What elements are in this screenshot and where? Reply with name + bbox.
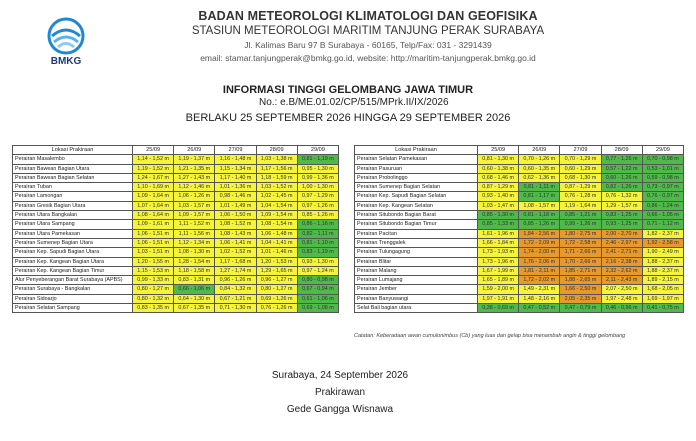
location-cell: Perairan Situbondo Bagian Timur bbox=[355, 220, 478, 229]
table-row bbox=[13, 285, 339, 294]
table-row bbox=[13, 229, 339, 238]
wave-height-cell: 1,14 - 1,52 m bbox=[133, 155, 174, 164]
wave-height-cell: 0,47 - 0,52 m bbox=[519, 304, 560, 313]
wave-height-cell: 0,80 - 1,32 m bbox=[133, 294, 174, 303]
wave-height-cell: 1,97 - 1,91 m bbox=[478, 294, 519, 303]
wave-height-cell: 0,95 - 1,30 m bbox=[297, 164, 338, 173]
location-cell: Perairan Pasuruan bbox=[355, 164, 478, 173]
wave-height-cell: 0,81 - 1,30 m bbox=[478, 155, 519, 164]
wave-height-cell: 0,67 - 1,21 m bbox=[215, 294, 256, 303]
header-date: 27/09 bbox=[215, 146, 256, 155]
wave-height-cell: 0,80 - 1,27 m bbox=[133, 285, 174, 294]
wave-height-cell: 1,03 - 1,52 m bbox=[256, 183, 297, 192]
location-cell: Perairan Sumenep Bagian Utara bbox=[13, 238, 133, 247]
validity: BERLAKU 25 SEPTEMBER 2026 HINGGA 29 SEPTEMBER 2026 bbox=[185, 112, 511, 124]
wave-height-cell: 1,82 - 2,37 m bbox=[642, 229, 683, 238]
wave-height-cell: 1,03 - 1,57 m bbox=[174, 201, 215, 210]
wave-height-cell: 1,03 - 1,47 m bbox=[478, 201, 519, 210]
wave-height-cell: 2,00 - 2,70 m bbox=[601, 229, 642, 238]
location-cell: Perairan Tulungagung bbox=[355, 248, 478, 257]
wave-height-cell: 1,72 - 2,58 m bbox=[560, 238, 601, 247]
wave-table-left bbox=[12, 145, 339, 313]
wave-height-cell: 1,17 - 1,40 m bbox=[215, 173, 256, 182]
wave-height-cell: 0,69 - 1,26 m bbox=[256, 294, 297, 303]
wave-height-cell: 1,08 - 1,43 m bbox=[215, 229, 256, 238]
location-cell: Selat Bali bagian utara bbox=[355, 304, 478, 313]
wave-height-cell: 1,01 - 1,36 m bbox=[215, 183, 256, 192]
wave-height-cell: 1,81 - 2,11 m bbox=[519, 266, 560, 275]
wave-height-cell: 0,82 - 1,11 m bbox=[297, 229, 338, 238]
wave-height-cell: 0,73 - 0,97 m bbox=[642, 183, 683, 192]
table-row bbox=[13, 266, 339, 275]
location-cell: Perairan Pacitan bbox=[355, 229, 478, 238]
wave-height-cell: 0,59 - 0,98 m bbox=[642, 173, 683, 182]
wave-height-cell: 1,68 - 2,05 m bbox=[642, 285, 683, 294]
wave-height-cell: 1,06 - 1,48 m bbox=[256, 229, 297, 238]
wave-height-cell: 0,85 - 1,21 m bbox=[560, 211, 601, 220]
wave-height-cell: 0,60 - 1,35 m bbox=[519, 164, 560, 173]
table-row bbox=[355, 164, 684, 173]
wave-height-cell: 0,85 - 1,30 m bbox=[478, 211, 519, 220]
wave-height-cell: 1,73 - 1,96 m bbox=[478, 257, 519, 266]
table-row bbox=[13, 220, 339, 229]
wave-height-cell: 1,08 - 1,52 m bbox=[215, 220, 256, 229]
wave-height-cell: 0,93 - 1,25 m bbox=[601, 220, 642, 229]
table-row bbox=[13, 183, 339, 192]
wave-height-cell: 1,29 - 1,65 m bbox=[256, 266, 297, 275]
wave-height-cell: 1,19 - 1,37 m bbox=[174, 155, 215, 164]
header-date: 29/09 bbox=[642, 146, 683, 155]
wave-height-cell: 0,47 - 0,79 m bbox=[560, 304, 601, 313]
wave-height-cell: 0,83 - 1,19 m bbox=[297, 248, 338, 257]
wave-height-cell: 1,00 - 1,30 m bbox=[297, 183, 338, 192]
header-date: 25/09 bbox=[133, 146, 174, 155]
wave-height-cell: 0,70 - 1,26 m bbox=[519, 155, 560, 164]
wave-height-cell: 0,81 - 1,17 m bbox=[519, 192, 560, 201]
wave-height-cell: 1,76 - 2,06 m bbox=[519, 257, 560, 266]
table-row bbox=[13, 294, 339, 303]
wave-height-cell: 0,46 - 0,96 m bbox=[601, 304, 642, 313]
wave-height-cell: 0,76 - 1,32 m bbox=[601, 192, 642, 201]
wave-height-cell: 1,09 - 1,57 m bbox=[174, 211, 215, 220]
wave-height-cell: 0,81 - 1,19 m bbox=[297, 155, 338, 164]
wave-height-cell: 0,93 - 1,40 m bbox=[478, 192, 519, 201]
wave-height-cell: 0,76 - 1,28 m bbox=[560, 192, 601, 201]
location-cell: Perairan Banyuwangi bbox=[355, 294, 478, 303]
wave-height-cell: 1,67 - 1,99 m bbox=[478, 266, 519, 275]
wave-height-cell: 1,15 - 1,34 m bbox=[215, 164, 256, 173]
wave-height-cell: 0,97 - 1,26 m bbox=[297, 201, 338, 210]
wave-height-cell: 0,83 - 1,35 m bbox=[133, 304, 174, 313]
wave-height-cell: 1,92 - 2,58 m bbox=[642, 238, 683, 247]
header-date: 27/09 bbox=[560, 146, 601, 155]
forecaster-name: Gede Gangga Wisnawa bbox=[286, 404, 394, 415]
wave-height-cell: 1,84 - 2,56 m bbox=[519, 229, 560, 238]
wave-height-cell: 1,01 - 1,46 m bbox=[256, 248, 297, 257]
table-row bbox=[355, 266, 684, 275]
table-row bbox=[355, 211, 684, 220]
wave-height-cell: 0,64 - 1,30 m bbox=[174, 294, 215, 303]
wave-height-cell: 1,49 - 2,31 m bbox=[519, 285, 560, 294]
wave-height-cell: 1,18 - 1,59 m bbox=[256, 173, 297, 182]
wave-height-cell: 1,15 - 1,53 m bbox=[133, 266, 174, 275]
location-cell: Perairan Selatan Pamekasan bbox=[355, 155, 478, 164]
table-row bbox=[13, 164, 339, 173]
wave-height-cell: 1,09 - 1,61 m bbox=[133, 220, 174, 229]
table-row bbox=[355, 248, 684, 257]
wave-height-cell: 0,60 - 1,26 m bbox=[601, 173, 642, 182]
table-header-row bbox=[13, 146, 339, 155]
wave-height-cell: 1,11 - 1,56 m bbox=[174, 229, 215, 238]
wave-height-cell: 1,29 - 1,57 m bbox=[601, 201, 642, 210]
location-cell: Perairan Surabaya - Bangkalan bbox=[13, 285, 133, 294]
wave-height-cell: 1,06 - 1,26 m bbox=[174, 192, 215, 201]
wave-height-cell: 1,88 - 2,37 m bbox=[642, 257, 683, 266]
table-row bbox=[355, 276, 684, 285]
location-cell: Perairan Blitar bbox=[355, 257, 478, 266]
wave-height-cell: 0,99 - 1,33 m bbox=[133, 276, 174, 285]
header-location: Lokasi Prakiraan bbox=[13, 146, 133, 155]
wave-height-cell: 0,98 - 1,46 m bbox=[215, 192, 256, 201]
table-row bbox=[13, 238, 339, 247]
location-cell: Perairan Kep. Kangean Selatan bbox=[355, 201, 478, 210]
wave-height-cell: 0,83 - 1,31 m bbox=[174, 276, 215, 285]
wave-height-cell: 0,68 - 1,46 m bbox=[478, 173, 519, 182]
wave-height-cell: 1,18 - 1,58 m bbox=[174, 266, 215, 275]
wave-height-cell: 1,02 - 1,45 m bbox=[256, 192, 297, 201]
wave-height-cell: 1,03 - 1,38 m bbox=[256, 155, 297, 164]
wave-table-right bbox=[354, 145, 684, 313]
wave-height-cell: 0,80 - 1,27 m bbox=[256, 285, 297, 294]
wave-height-cell: 1,07 - 1,64 m bbox=[133, 201, 174, 210]
wave-height-cell: 0,69 - 1,08 m bbox=[297, 304, 338, 313]
wave-height-cell: 0,86 - 1,16 m bbox=[297, 220, 338, 229]
wave-height-cell: 1,16 - 1,48 m bbox=[215, 155, 256, 164]
wave-height-cell: 1,12 - 1,46 m bbox=[174, 183, 215, 192]
wave-height-cell: 1,88 - 2,37 m bbox=[642, 266, 683, 275]
wave-height-cell: 1,88 - 2,65 m bbox=[560, 276, 601, 285]
wave-height-cell: 1,20 - 1,55 m bbox=[133, 257, 174, 266]
wave-height-cell: 0,61 - 1,06 m bbox=[297, 294, 338, 303]
wave-height-cell: 1,27 - 1,74 m bbox=[215, 266, 256, 275]
table-row bbox=[355, 155, 684, 164]
wave-height-cell: 1,72 - 2,09 m bbox=[519, 238, 560, 247]
table-row bbox=[355, 220, 684, 229]
wave-height-cell: 0,68 - 1,30 m bbox=[560, 173, 601, 182]
wave-height-cell: 0,84 - 1,32 m bbox=[215, 285, 256, 294]
wave-height-cell: 1,12 - 1,34 m bbox=[174, 238, 215, 247]
location-cell: Perairan Jember bbox=[355, 285, 478, 294]
wave-height-cell: 1,11 - 1,52 m bbox=[174, 220, 215, 229]
wave-height-cell: 0,80 - 0,98 m bbox=[297, 276, 338, 285]
wave-height-cell: 0,93 - 1,30 m bbox=[297, 257, 338, 266]
wave-height-cell: 1,66 - 1,84 m bbox=[478, 238, 519, 247]
wave-height-cell: 1,03 - 1,51 m bbox=[133, 248, 174, 257]
wave-height-cell: 1,02 - 1,52 m bbox=[215, 248, 256, 257]
wave-height-cell: 0,87 - 1,29 m bbox=[478, 183, 519, 192]
table-row bbox=[13, 201, 339, 210]
wave-height-cell: 1,06 - 1,41 m bbox=[215, 238, 256, 247]
location-cell: Perairan Sumenep Bagian Selatan bbox=[355, 183, 478, 192]
wave-height-cell: 1,65 - 1,89 m bbox=[478, 276, 519, 285]
wave-height-cell: 0,60 - 1,38 m bbox=[478, 164, 519, 173]
wave-height-cell: 1,17 - 1,56 m bbox=[256, 164, 297, 173]
wave-height-cell: 1,10 - 1,69 m bbox=[133, 183, 174, 192]
header-date: 29/09 bbox=[297, 146, 338, 155]
wave-height-cell: 0,41 - 0,75 m bbox=[642, 304, 683, 313]
wave-height-cell: 0,77 - 1,26 m bbox=[601, 155, 642, 164]
table-row bbox=[355, 201, 684, 210]
wave-height-cell: 0,70 - 1,29 m bbox=[560, 155, 601, 164]
wave-height-cell: 1,19 - 1,52 m bbox=[133, 164, 174, 173]
doc-title: INFORMASI TINGGI GELOMBANG JAWA TIMUR bbox=[222, 84, 474, 96]
wave-height-cell: 1,08 - 1,64 m bbox=[133, 211, 174, 220]
place-date: Surabaya, 24 September 2026 bbox=[271, 370, 409, 381]
wave-height-cell: 1,89 - 2,15 m bbox=[642, 276, 683, 285]
location-cell: Perairan Probolinggo bbox=[355, 173, 478, 182]
wave-height-cell: 0,71 - 1,12 m bbox=[642, 220, 683, 229]
location-cell: Perairan Utara Sampang bbox=[13, 220, 133, 229]
wave-height-cell: 0,97 - 1,29 m bbox=[297, 192, 338, 201]
wave-height-cell: 0,57 - 1,22 m bbox=[601, 164, 642, 173]
table-row bbox=[13, 248, 339, 257]
table-row bbox=[13, 211, 339, 220]
wave-height-cell: 1,28 - 1,54 m bbox=[174, 257, 215, 266]
wave-height-cell: 1,04 - 1,41 m bbox=[256, 238, 297, 247]
location-cell: Perairan Utara Pamekasan bbox=[13, 229, 133, 238]
header-date: 26/09 bbox=[174, 146, 215, 155]
station-name: STASIUN METEOROLOGI MARITIM TANJUNG PERAK SURABAYA bbox=[191, 25, 545, 37]
contact: email: stamar.tanjungperak@bmkg.go.id, website: http://maritim-tanjungperak.bmkg.go.id bbox=[200, 53, 536, 63]
location-cell: Perairan Bawean Bagian Selatan bbox=[13, 173, 133, 182]
wave-height-cell: 1,06 - 1,51 m bbox=[133, 238, 174, 247]
wave-height-cell: 1,59 - 2,00 m bbox=[478, 285, 519, 294]
header-date: 25/09 bbox=[478, 146, 519, 155]
wave-height-cell: 2,32 - 2,62 m bbox=[601, 266, 642, 275]
location-cell: Perairan Malang bbox=[355, 266, 478, 275]
location-cell: Perairan Trenggalek bbox=[355, 238, 478, 247]
wave-height-cell: 1,74 - 2,00 m bbox=[519, 248, 560, 257]
wave-height-cell: 2,11 - 2,43 m bbox=[601, 276, 642, 285]
table-row bbox=[13, 155, 339, 164]
note: Catatan: Keberadaan awan cumulonimbus (Cb) yang luas dan gelap bisa menambah angin & tinggi gelombang bbox=[354, 333, 626, 339]
wave-height-cell: 0,85 - 1,33 m bbox=[478, 220, 519, 229]
location-cell: Perairan Kep. Kangean Bagian Utara bbox=[13, 257, 133, 266]
wave-height-cell: 1,19 - 1,64 m bbox=[560, 201, 601, 210]
wave-height-cell: 2,46 - 2,97 m bbox=[601, 238, 642, 247]
wave-height-cell: 0,99 - 1,36 m bbox=[297, 173, 338, 182]
location-cell: Perairan Situbondo Bagian Barat bbox=[355, 211, 478, 220]
wave-height-cell: 0,76 - 0,97 m bbox=[642, 192, 683, 201]
wave-height-cell: 0,87 - 1,29 m bbox=[560, 183, 601, 192]
location-cell: Perairan Gresik Bagian Utara bbox=[13, 201, 133, 210]
table-row bbox=[13, 173, 339, 182]
location-cell: Alur Penyeberangan Barat Surabaya (APBS) bbox=[13, 276, 133, 285]
wave-height-cell: 1,90 - 2,49 m bbox=[642, 248, 683, 257]
table-row bbox=[355, 192, 684, 201]
table-row bbox=[355, 183, 684, 192]
wave-height-cell: 0,53 - 1,01 m bbox=[642, 164, 683, 173]
wave-height-cell: 0,96 - 1,26 m bbox=[215, 276, 256, 285]
table-row bbox=[355, 229, 684, 238]
wave-height-cell: 0,97 - 1,24 m bbox=[297, 266, 338, 275]
wave-height-cell: 0,70 - 0,98 m bbox=[642, 155, 683, 164]
wave-height-cell: 1,09 - 1,54 m bbox=[256, 211, 297, 220]
wave-height-cell: 1,61 - 1,96 m bbox=[478, 229, 519, 238]
wave-height-cell: 0,71 - 1,30 m bbox=[215, 304, 256, 313]
wave-height-cell: 1,97 - 2,48 m bbox=[601, 294, 642, 303]
wave-height-cell: 1,08 - 1,54 m bbox=[256, 220, 297, 229]
wave-height-cell: 1,08 - 1,57 m bbox=[519, 201, 560, 210]
wave-height-cell: 0,81 - 1,11 m bbox=[519, 183, 560, 192]
wave-height-cell: 0,81 - 1,10 m bbox=[297, 238, 338, 247]
location-cell: Perairan Kep. Sapudi Bagian Selatan bbox=[355, 192, 478, 201]
wave-height-cell: 2,16 - 2,38 m bbox=[601, 257, 642, 266]
wave-height-cell: 1,21 - 1,35 m bbox=[174, 164, 215, 173]
wave-height-cell: 1,66 - 2,50 m bbox=[560, 285, 601, 294]
location-cell: Perairan Lamongan bbox=[13, 192, 133, 201]
location-cell: Perairan Tuban bbox=[13, 183, 133, 192]
address: Jl. Kalimas Baru 97 B Surabaya - 60165, Telp/Fax: 031 - 3291439 bbox=[244, 40, 492, 50]
wave-height-cell: 0,82 - 1,26 m bbox=[601, 183, 642, 192]
wave-height-cell: 1,04 - 1,54 m bbox=[256, 201, 297, 210]
wave-height-cell: 1,20 - 1,53 m bbox=[256, 257, 297, 266]
wave-height-cell: 2,07 - 2,50 m bbox=[601, 285, 642, 294]
wave-height-cell: 0,67 - 1,35 m bbox=[174, 304, 215, 313]
wave-height-cell: 0,85 - 1,26 m bbox=[519, 220, 560, 229]
wave-height-cell: 1,01 - 1,49 m bbox=[215, 201, 256, 210]
wave-height-cell: 1,08 - 1,30 m bbox=[174, 248, 215, 257]
wave-height-cell: 1,73 - 1,93 m bbox=[478, 248, 519, 257]
header-date: 28/09 bbox=[601, 146, 642, 155]
table-row bbox=[355, 285, 684, 294]
table-row bbox=[13, 257, 339, 266]
wave-height-cell: 0,38 - 0,69 m bbox=[478, 304, 519, 313]
table-header-row bbox=[355, 146, 684, 155]
wave-height-cell: 1,27 - 1,43 m bbox=[174, 173, 215, 182]
location-cell: Perairan Lumajang bbox=[355, 276, 478, 285]
role: Prakirawan bbox=[314, 387, 366, 398]
wave-height-cell: 0,62 - 1,36 m bbox=[519, 173, 560, 182]
wave-height-cell: 0,66 - 1,05 m bbox=[642, 211, 683, 220]
table-row bbox=[13, 276, 339, 285]
wave-height-cell: 0,76 - 1,26 m bbox=[256, 304, 297, 313]
table-row bbox=[355, 294, 684, 303]
location-cell: Perairan Bawean Bagian Utara bbox=[13, 164, 133, 173]
org-name: BADAN METEOROLOGI KLIMATOLOGI DAN GEOFISIKA bbox=[198, 9, 538, 23]
doc-number: No.: e.B/ME.01.02/CP/515/MPrk.II/IX/2026 bbox=[259, 97, 449, 108]
wave-height-cell: 0,60 - 1,29 m bbox=[560, 164, 601, 173]
wave-height-cell: 0,96 - 1,27 m bbox=[256, 276, 297, 285]
location-cell: Perairan Sidoarjo bbox=[13, 294, 133, 303]
wave-height-cell: 1,80 - 2,75 m bbox=[560, 229, 601, 238]
wave-height-cell: 0,67 - 0,94 m bbox=[297, 285, 338, 294]
wave-height-cell: 0,99 - 1,26 m bbox=[560, 220, 601, 229]
table-row bbox=[355, 257, 684, 266]
table-row bbox=[355, 173, 684, 182]
location-cell: Perairan Kep. Sapudi Bagian Utara bbox=[13, 248, 133, 257]
wave-height-cell: 1,71 - 2,66 m bbox=[560, 248, 601, 257]
wave-height-cell: 1,17 - 1,68 m bbox=[215, 257, 256, 266]
wave-height-cell: 0,83 - 1,25 m bbox=[601, 211, 642, 220]
wave-height-cell: 0,81 - 1,18 m bbox=[519, 211, 560, 220]
location-cell: Perairan Selatan Sampang bbox=[13, 304, 133, 313]
table-row bbox=[355, 238, 684, 247]
wave-height-cell: 0,66 - 1,06 m bbox=[174, 285, 215, 294]
wave-height-cell: 1,85 - 2,71 m bbox=[560, 266, 601, 275]
wave-height-cell: 1,24 - 1,67 m bbox=[133, 173, 174, 182]
header-date: 28/09 bbox=[256, 146, 297, 155]
table-row bbox=[13, 304, 339, 313]
wave-height-cell: 1,70 - 2,66 m bbox=[560, 257, 601, 266]
wave-height-cell: 1,72 - 2,02 m bbox=[519, 276, 560, 285]
header-location: Lokasi Prakiraan bbox=[355, 146, 478, 155]
location-cell: Perairan Utara Bangkalan bbox=[13, 211, 133, 220]
wave-height-cell: 1,06 - 1,51 m bbox=[133, 229, 174, 238]
table-row bbox=[13, 192, 339, 201]
table-row bbox=[355, 304, 684, 313]
header-date: 26/09 bbox=[519, 146, 560, 155]
wave-height-cell: 2,41 - 2,71 m bbox=[601, 248, 642, 257]
logo-text: BMKG bbox=[50, 56, 82, 67]
wave-height-cell: 0,86 - 1,24 m bbox=[642, 201, 683, 210]
wave-height-cell: 0,85 - 1,26 m bbox=[297, 211, 338, 220]
wave-height-cell: 1,09 - 1,64 m bbox=[133, 192, 174, 201]
location-cell: Perairan Masalembo bbox=[13, 155, 133, 164]
location-cell: Perairan Kep. Kangean Bagian Timur bbox=[13, 266, 133, 275]
wave-height-cell: 1,48 - 2,16 m bbox=[519, 294, 560, 303]
wave-height-cell: 1,06 - 1,50 m bbox=[215, 211, 256, 220]
wave-height-cell: 2,05 - 2,35 m bbox=[560, 294, 601, 303]
wave-height-cell: 1,69 - 1,97 m bbox=[642, 294, 683, 303]
